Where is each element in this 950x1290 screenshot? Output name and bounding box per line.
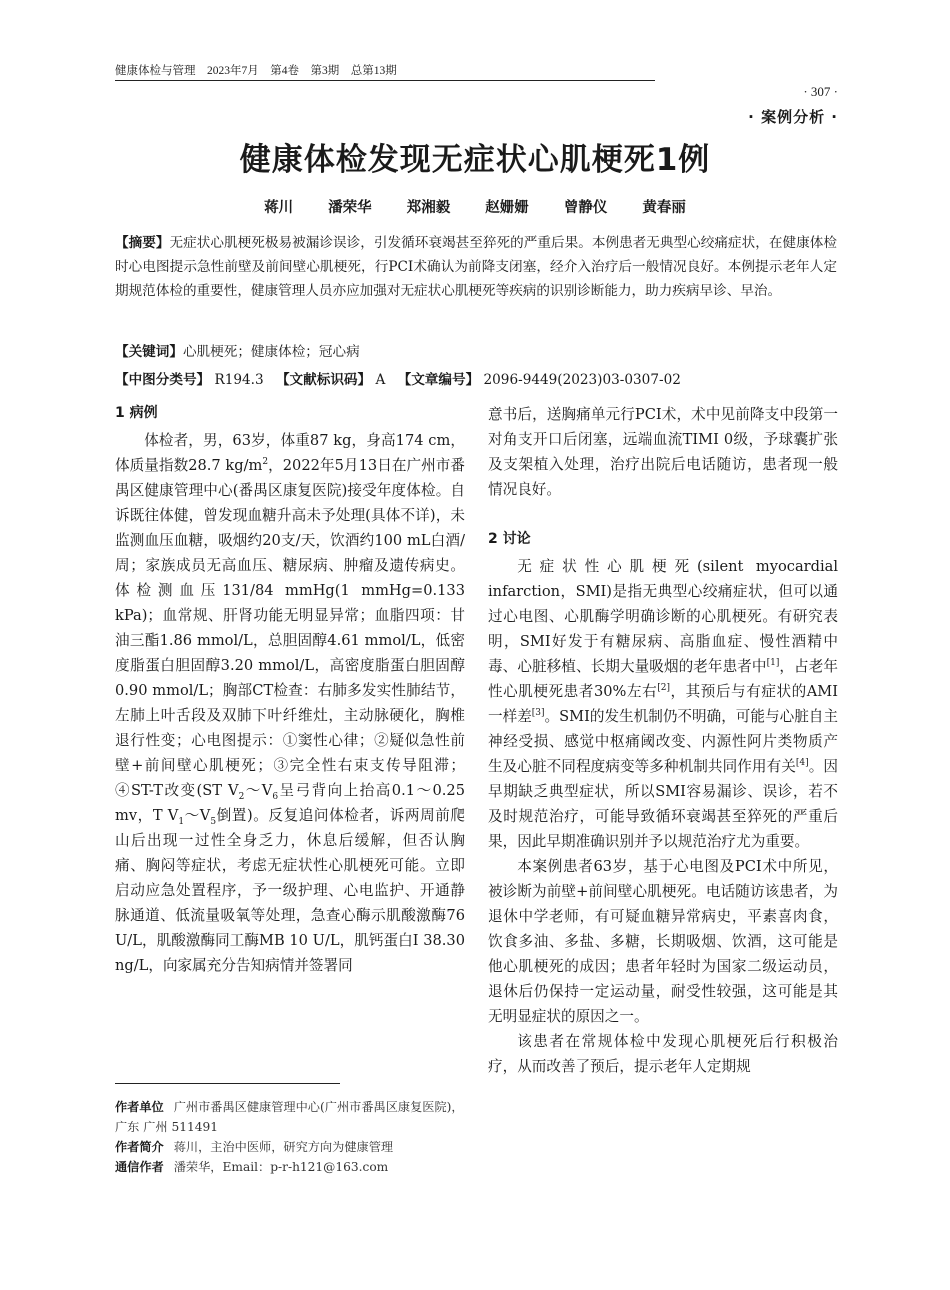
keywords-value: 心肌梗死；健康体检；冠心病 [182,344,360,360]
section-heading-discussion: 2 讨论 [488,531,531,547]
keywords-label: 【关键词】 [115,344,183,360]
journal-running-head: 健康体检与管理 2023年7月 第4卷 第3期 总第13期 [115,65,397,77]
author-name: 潘荣华 [328,200,372,216]
clc-label: 【中图分类号】 [115,372,211,388]
correspondence-note: 通信作者 潘荣华，Email：p-r-h121@163.com [115,1160,389,1174]
abstract-text: 无症状心肌梗死极易被漏诊误诊，引发循环衰竭甚至猝死的严重后果。本例患者无典型心绞痛症状，在健康体检时心电图提示急性前壁及前间壁心肌梗死，行PCI术确认为前降支闭塞，经介入治疗后一般情况良好。本例提示老年人定期规范体检的重要性，健康管理人员亦应加强对无症状心肌梗死等疾病的识别诊断能力，助力疾病早诊、早治。 [115,235,838,299]
author-name: 赵姗姗 [485,200,529,216]
discussion-paragraph: 该患者在常规体检中发现心肌梗死后行积极治疗，从而改善了预后，提示老年人定期规 [488,1033,838,1075]
author-name: 曾静仪 [563,200,608,216]
author-name: 黄春丽 [642,200,686,216]
header-rule [115,80,655,81]
footnote-rule [115,1083,340,1084]
left-column [115,402,465,978]
article-no-value: 2096-9449(2023)03-0307-02 [483,372,681,388]
bio-note: 作者简介 蒋川，主治中医师，研究方向为健康管理 [115,1140,394,1154]
author-name: 郑湘毅 [406,200,451,216]
case-paragraph: 体检者，男，63岁，体重87 kg，身高174 cm，体质量指数28.7 $kg/m^2$，2022年5月13日在广州市番禺区健康管理中心(番禺区康复医院)接受年度体检。自诉既往体健，曾发现血糖升高未予处理(具体不详)，未监测血压血糖，吸烟约20支/天，饮酒约100 mL白酒/周；家族成员无高血压、糖尿病、肿瘤及遗传病史。体检测血压131/84 mmHg(1 mmHg=0.133 kPa)；血常规、肝肾功能无明显异常；血脂四项：甘油三酯1.86 mmol/L，总胆固醇4.61 mmol/L，低密度脂蛋白胆固醇3.20 mmol/L，高密度脂蛋白胆固醇0.90 mmol/L；胸部CT检查：右肺多发实性肺结节，左肺上叶舌段及双肺下叶纤维灶，主动脉硬化，胸椎退行性变；心电图提示：①窦性心律；②疑似急性前壁+前间壁心肌梗死；③完全性右束支传导阻滞；④ST-T改变(ST $V_2\sim V_6$呈弓背向上抬高0.1～0.25 mv，T $V_1\sim V_5$倒置)。反复追问体检者，诉两周前爬山后出现一过性全身乏力，休息后缓解，但否认胸痛、胸闷等症状，考虑无症状性心肌梗死可能。立即启动应急处置程序，予一级护理、心电监护、开通静脉通道、低流量吸氧等处理，急查心酶示肌酸激酶76 U/L，肌酸激酶同工酶MB 10 U/L，肌钙蛋白I 38.30 ng/L，向家属充分告知病情并签署同 [115,432,466,974]
affiliation-note: 作者单位 广州市番禺区健康管理中心(广州市番禺区康复医院)，广东 广州 511491 [115,1100,464,1134]
doc-code-value: A [375,372,386,388]
clc-value: R194.3 [214,372,264,388]
doc-code-label: 【文献标识码】 [275,372,372,388]
discussion-paragraph: 无症状性心肌梗死(silent myocardial infarction，SMI)是指无典型心绞痛症状，但可以通过心电图、心肌酶学明确诊断的心肌梗死。有研究表明，SMI好发于有糖尿病、高脂血症、慢性酒精中毒、心脏移植、长期大量吸烟的老年患者中[1]，占老年性心肌梗死患者30%左右[2]，其预后与有症状的AMI一样差[3]。SMI的发生机制仍不明确，可能与心脏自主神经受损、感觉中枢痛阈改变、内源性阿片类物质产生及心脏不同程度病变等多种机制共同作用有关[4]。因早期缺乏典型症状，所以SMI容易漏诊、误诊，若不及时规范治疗，可能导致循环衰竭甚至猝死的严重后果，因此早期准确识别并予以规范治疗尤为重要。 [488,558,838,850]
classification-line [115,368,837,392]
article-no-label: 【文章编号】 [397,372,480,388]
page-number: · 307 · [803,84,838,99]
right-column [488,402,838,1079]
author-name: 蒋川 [264,200,294,216]
abstract-label: 【摘要】 [115,235,170,251]
discussion-paragraph: 本案例患者63岁，基于心电图及PCI术中所见，被诊断为前壁+前间壁心肌梗死。电话随访该患者，为退休中学老师，有可疑血糖异常病史，平素喜肉食，饮食多油、多盐、多糖，长期吸烟、饮酒，这可能是他心肌梗死的成因；患者年轻时为国家二级运动员，退休后仍保持一定运动量，耐受性较强，这可能是其无明显症状的原因之一。 [488,858,838,1025]
article-title: 健康体检发现无症状心肌梗死1例 [239,142,711,178]
author-list [0,196,950,217]
section-label: · 案例分析 · [748,108,838,126]
keywords-line [115,340,837,364]
case-paragraph-continued: 意书后，送胸痛单元行PCI术，术中见前降支中段第一对角支开口后闭塞，远端血流TIMI 0级，予球囊扩张及支架植入处理，治疗出院后电话随访，患者现一般情况良好。 [488,406,838,498]
section-heading-case: 1 病例 [115,405,158,421]
author-footnotes [115,1097,470,1177]
abstract [115,231,837,303]
